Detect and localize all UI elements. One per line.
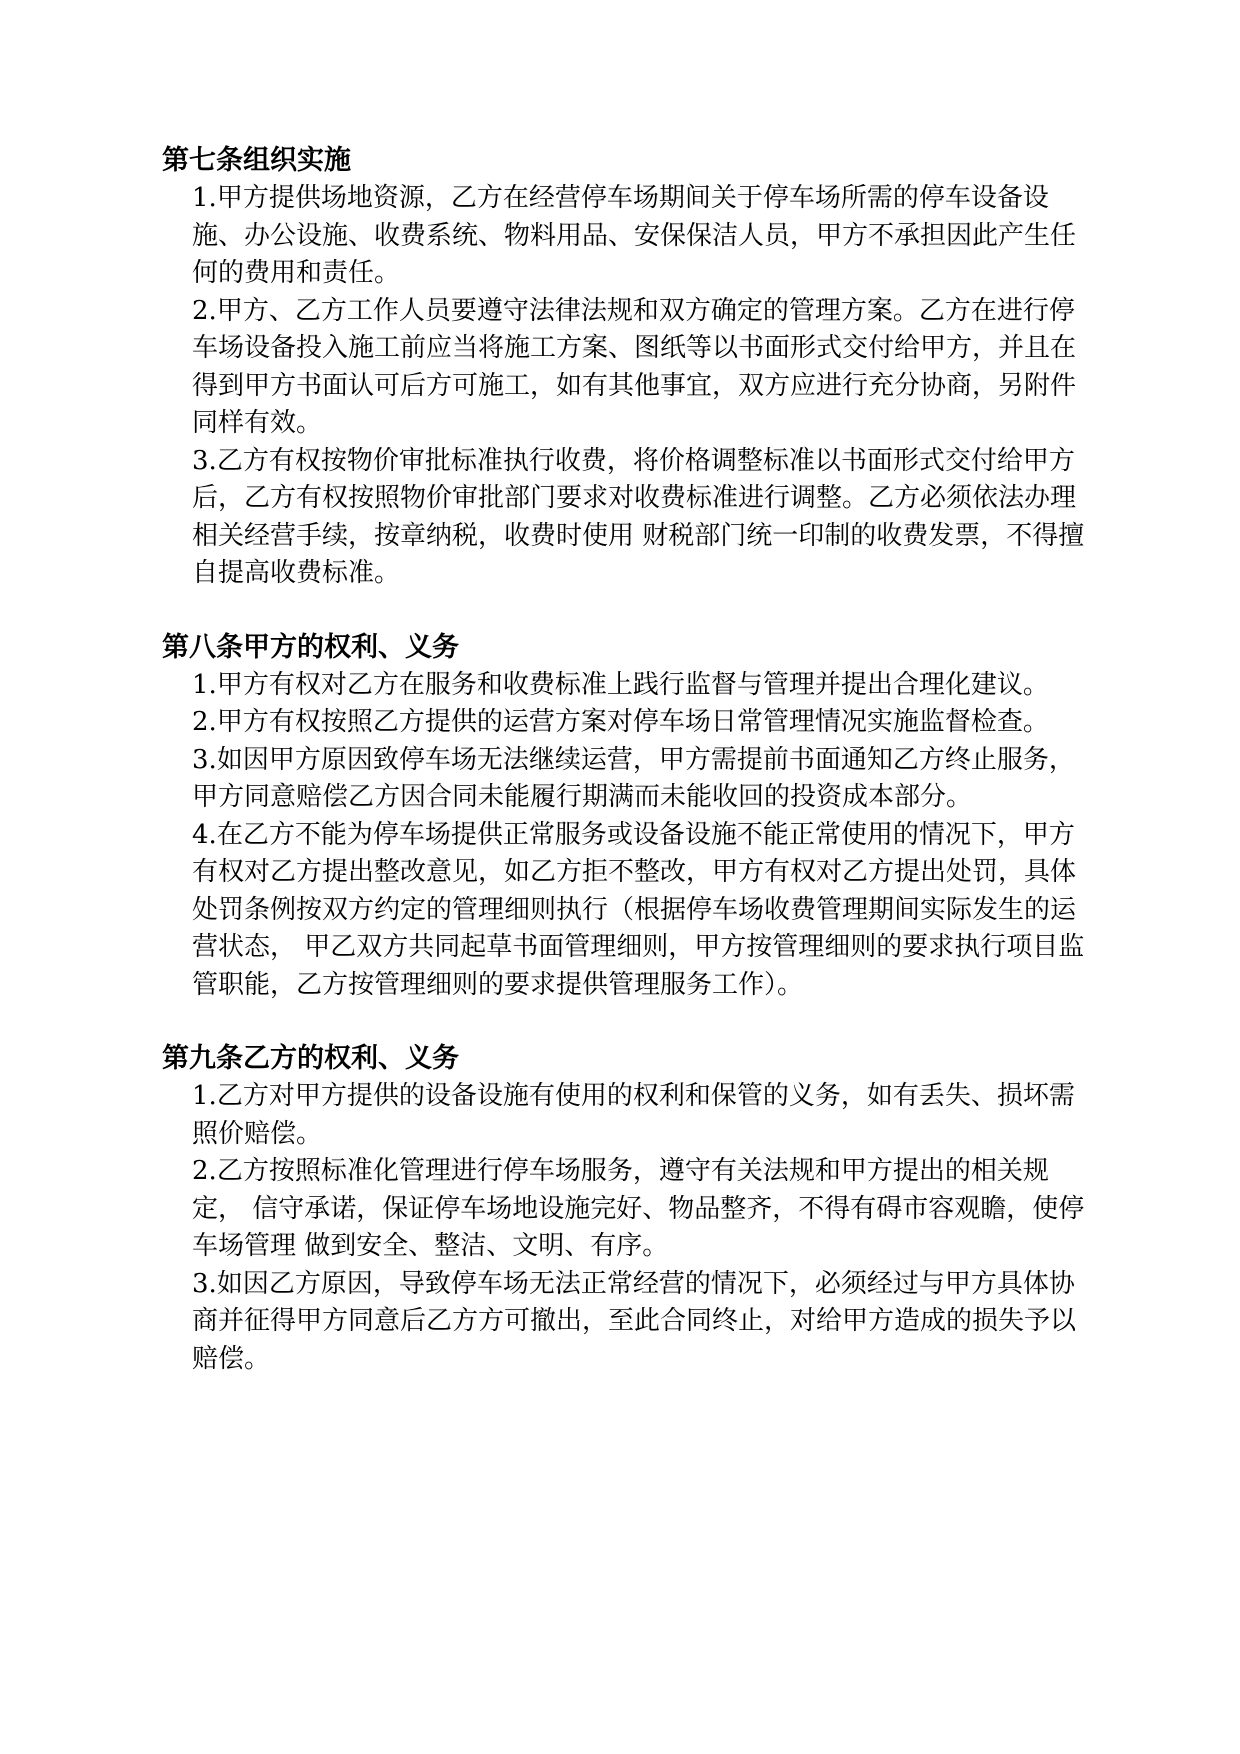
clause-text: 如因甲方原因致停车场无法继续运营，甲方需提前书面通知乙方终止服务， 甲方同意赔偿乙方因合同未能履行期满而未能收回的投资成本部分。: [192, 744, 1075, 812]
clause-item: [192, 1078, 1092, 1153]
clause-list: [192, 180, 1092, 593]
section-article-7: [162, 142, 1092, 593]
clause-list: [192, 667, 1092, 1005]
clause-list: [192, 1078, 1092, 1378]
clause-text: 甲方提供场地资源，乙方在经营停车场期间关于停车场所需的停车设备设施、办公设施、收费系统、物料用品、安保保洁人员，甲方不承担因此产生任何的费用和责任。: [192, 183, 1077, 288]
clause-text: 甲方、乙方工作人员要遵守法律法规和双方确定的管理方案。乙方在进行停车场设备投入施工前应当将施工方案、图纸等以书面形式交付给甲方，并且在得到甲方书面认可后方可施工，如有其他事宜，双方应进行充分协商，另附件同样有效。: [192, 295, 1077, 438]
clause-item: [192, 443, 1092, 593]
clause-item: [192, 667, 1092, 705]
section-article-8: [162, 629, 1092, 1005]
clause-item: [192, 742, 1092, 817]
clause-number: 4.: [192, 819, 217, 850]
clause-item: [192, 817, 1092, 1005]
clause-item: [192, 1153, 1092, 1266]
clause-item: [192, 1266, 1092, 1379]
clause-text: 如因乙方原因，导致停车场无法正常经营的情况下，必须经过与甲方具体协 商并征得甲方同意后乙方方可撤出，至此合同终止，对给甲方造成的损失予以赔偿。: [192, 1268, 1077, 1374]
clause-item: [192, 293, 1092, 443]
section-heading: 第九条乙方的权利、义务: [162, 1043, 459, 1074]
clause-text: 乙方有权按物价审批标准执行收费，将价格调整标准以书面形式交付给甲方后，乙方有权按照物价审批部门要求对收费标准进行调整。乙方必须依法办理相关经营手续，按章纳税，收费时使用 财税部门统一印制的收费发票，不得擅自提高收费标准。: [192, 445, 1085, 588]
clause-text: 甲方有权对乙方在服务和收费标准上践行监督与管理并提出合理化建议。: [216, 669, 1049, 700]
clause-number: 1.: [192, 1081, 217, 1111]
clause-number: 1.: [192, 669, 217, 700]
clause-text: 乙方按照标准化管理进行停车场服务，遵守有关法规和甲方提出的相关规定， 信守承诺，保证停车场地设施完好、物品整齐，不得有碍市容观瞻，使停车场管理 做到安全、整洁、文明、有序。: [192, 1156, 1085, 1261]
section-article-9: [162, 1040, 1092, 1378]
clause-number: 3.: [192, 1268, 217, 1299]
clause-number: 1.: [192, 183, 217, 213]
clause-number: 3.: [192, 744, 217, 775]
clause-text: 乙方对甲方提供的设备设施有使用的权利和保管的义务，如有丢失、损坏需 照价赔偿。: [192, 1081, 1075, 1149]
section-heading: 第八条甲方的权利、义务: [162, 631, 459, 663]
clause-text: 甲方有权按照乙方提供的运营方案对停车场日常管理情况实施监督检查。: [216, 707, 1049, 737]
clause-number: 2.: [192, 1156, 217, 1186]
clause-item: [192, 180, 1092, 293]
clause-text: 在乙方不能为停车场提供正常服务或设备设施不能正常使用的情况下，甲方有权对乙方提出整改意见，如乙方拒不整改，甲方有权对乙方提出处罚，具体处罚条例按双方约定的管理细则执行（根据停车场收费管理期间实际发生的运营状态， 甲乙双方共同起草书面管理细则，甲方按管理细则的要求执行项目监管职能，乙方按管理细则的要求提供管理服务工作）。: [192, 819, 1085, 1000]
clause-item: [192, 704, 1092, 742]
clause-number: 3.: [192, 445, 217, 476]
section-heading: 第七条组织实施: [162, 145, 351, 176]
clause-number: 2.: [192, 295, 217, 326]
clause-number: 2.: [192, 707, 217, 737]
